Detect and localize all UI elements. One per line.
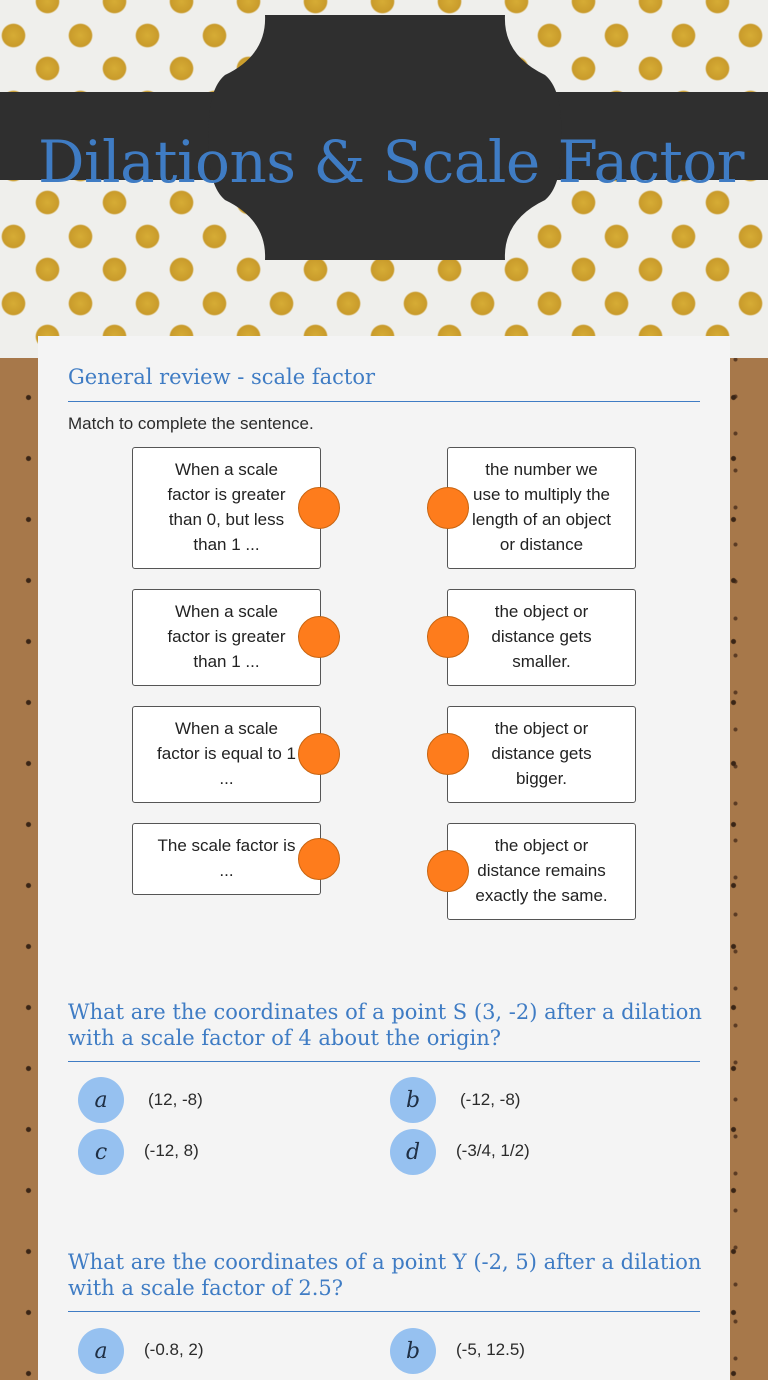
worksheet-card bbox=[38, 336, 730, 1380]
match-connector-right-2[interactable] bbox=[427, 616, 469, 658]
match-text: than 1 ... bbox=[193, 535, 260, 554]
page-title: Dilations & Scale Factor bbox=[38, 128, 745, 196]
match-right-3[interactable] bbox=[447, 706, 636, 803]
section-title-matching: General review - scale factor bbox=[68, 365, 376, 389]
option-text-d[interactable]: (-3/4, 1/2) bbox=[456, 1141, 530, 1160]
match-text: bigger. bbox=[515, 769, 568, 788]
question-title-2: What are the coordinates of a point Y (-2, 5) after a dilation with a scale factor of 2.5? bbox=[68, 1250, 702, 1300]
match-text: When a scale bbox=[174, 719, 278, 738]
match-connector-right-3[interactable] bbox=[427, 733, 469, 775]
match-connector-right-1[interactable] bbox=[427, 487, 469, 529]
option-badge-d[interactable]: d bbox=[390, 1129, 436, 1175]
match-text: When a scale bbox=[174, 460, 278, 479]
match-right-4[interactable] bbox=[447, 823, 636, 920]
match-text: the object or bbox=[494, 719, 589, 738]
option-text-c[interactable]: (-12, 8) bbox=[144, 1141, 199, 1160]
match-text: the number we bbox=[485, 460, 598, 479]
option-text-b[interactable]: (-5, 12.5) bbox=[456, 1340, 525, 1359]
match-text: distance gets bbox=[491, 627, 592, 646]
header-banner bbox=[0, 0, 768, 360]
question-title-1: What are the coordinates of a point S (3, -2) after a dilation with a scale factor of 4 about the origin? bbox=[68, 1000, 702, 1050]
match-text: the object or bbox=[494, 602, 589, 621]
match-text: the object or bbox=[494, 836, 589, 855]
option-badge-c[interactable]: c bbox=[78, 1129, 124, 1175]
match-left-4[interactable] bbox=[132, 823, 321, 895]
option-badge-b[interactable]: b bbox=[390, 1077, 436, 1123]
option-text-a[interactable]: (-0.8, 2) bbox=[144, 1340, 204, 1359]
match-text: factor is greater bbox=[167, 485, 286, 504]
match-text: than 1 ... bbox=[193, 652, 260, 671]
match-left-3[interactable] bbox=[132, 706, 321, 803]
match-text: The scale factor is bbox=[157, 836, 296, 855]
match-connector-left-4[interactable] bbox=[298, 838, 340, 880]
match-connector-left-3[interactable] bbox=[298, 733, 340, 775]
section-divider bbox=[68, 1311, 700, 1312]
option-badge-b[interactable]: b bbox=[390, 1328, 436, 1374]
option-text-b[interactable]: (-12, -8) bbox=[460, 1090, 521, 1109]
option-badge-a[interactable]: a bbox=[78, 1077, 124, 1123]
option-badge-a[interactable]: a bbox=[78, 1328, 124, 1374]
match-connector-left-1[interactable] bbox=[298, 487, 340, 529]
match-text: smaller. bbox=[512, 652, 571, 671]
section-divider bbox=[68, 1061, 700, 1062]
option-text-a[interactable]: (12, -8) bbox=[148, 1090, 203, 1109]
match-text: distance remains bbox=[477, 861, 606, 880]
match-right-2[interactable] bbox=[447, 589, 636, 686]
match-text: length of an object bbox=[472, 510, 611, 529]
section-divider bbox=[68, 401, 700, 402]
match-connector-left-2[interactable] bbox=[298, 616, 340, 658]
instruction-text: Match to complete the sentence. bbox=[68, 414, 314, 433]
match-text: or distance bbox=[499, 535, 584, 554]
match-text: When a scale bbox=[174, 602, 278, 621]
match-text: factor is equal to 1 bbox=[157, 744, 296, 763]
match-left-2[interactable] bbox=[132, 589, 321, 686]
match-text: use to multiply the bbox=[472, 485, 610, 504]
match-text: ... bbox=[219, 861, 234, 880]
match-text: exactly the same. bbox=[475, 886, 608, 905]
match-right-1[interactable] bbox=[447, 447, 636, 569]
match-text: ... bbox=[219, 769, 234, 788]
match-text: distance gets bbox=[491, 744, 592, 763]
match-left-1[interactable] bbox=[132, 447, 321, 569]
match-connector-right-4[interactable] bbox=[427, 850, 469, 892]
match-text: than 0, but less bbox=[168, 510, 285, 529]
match-text: factor is greater bbox=[167, 627, 286, 646]
